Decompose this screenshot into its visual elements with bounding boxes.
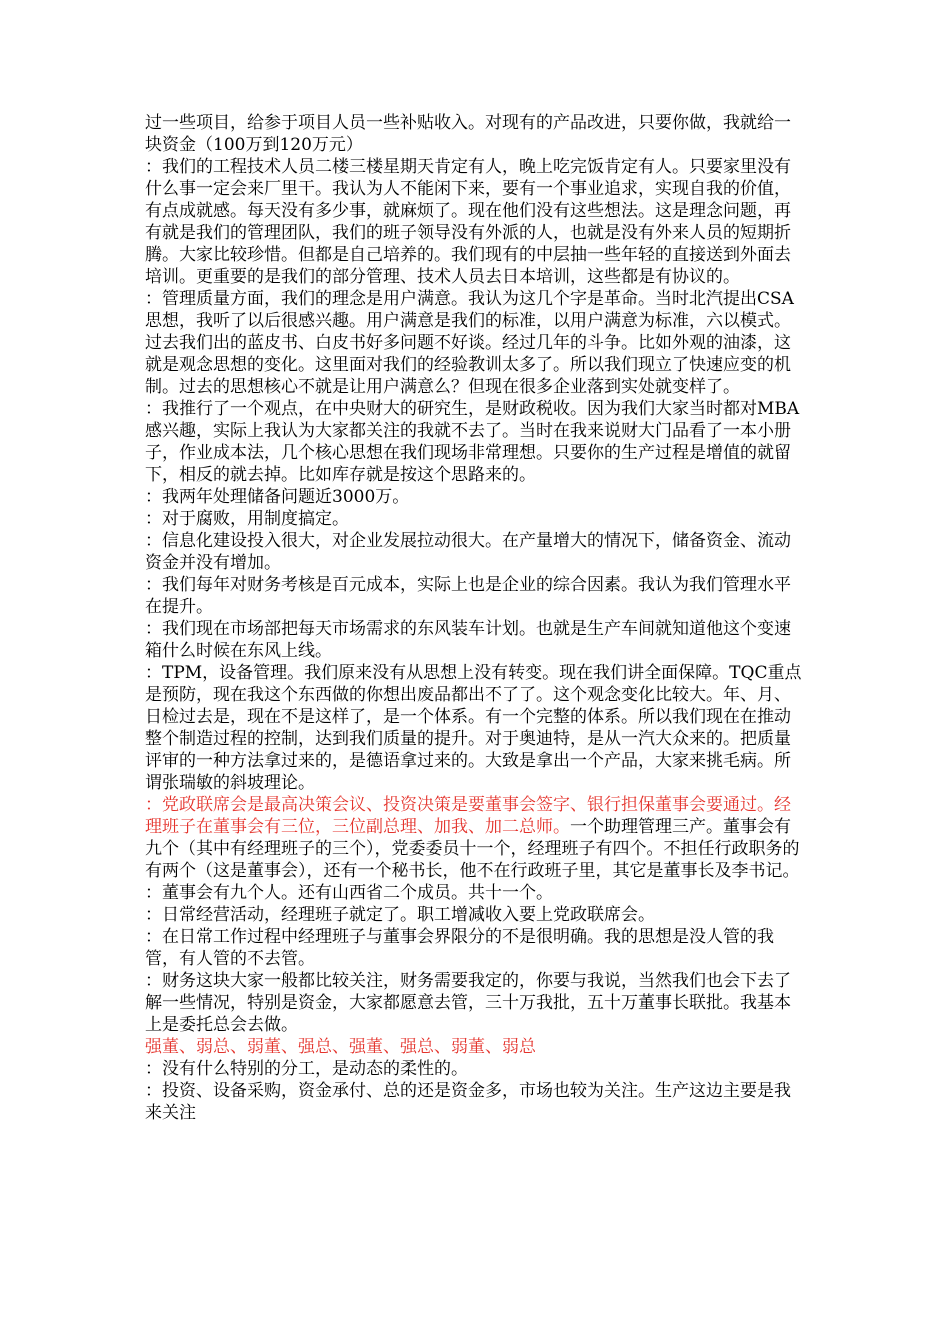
paragraph-strong-weak-matrix: [145, 1036, 807, 1058]
paragraph-finance-assessment: [145, 574, 807, 618]
text-run: ：我们的工程技术人员二楼三楼星期天肯定有人，晚上吃完饭肯定有人。只要家里没有什么事一定会来厂里干。我认为人不能闲下来，要有一个事业追求，实现自我的价值，有点成就感。每天没有多少事，就麻烦了。现在他们没有这些想法。这是理念问题，再有就是我们的管理团队，我们的班子领导没有外派的人，也就是没有外来人员的短期折腾。大家比较珍惜。但都是自己培养的。我们现有的中层抽一些年轻的直接送到外面去培训。更重要的是我们的部分管理、技术人员去日本培训，这些都是有协议的。: [145, 157, 791, 287]
paragraph-quality-management: [145, 288, 807, 398]
paragraph-responsibility-boundary: [145, 926, 807, 970]
paragraph-engineering-staff: [145, 156, 807, 288]
text-run: ：投资、设备采购，资金承付、总的还是资金多，市场也较为关注。生产这边主要是我来关注: [145, 1081, 791, 1123]
paragraph-governance-structure: [145, 794, 807, 882]
text-run: ：我两年处理储备问题近3000万。: [145, 487, 410, 507]
paragraph-daily-operations: [145, 904, 807, 926]
paragraph-reserve-handling: [145, 486, 807, 508]
text-run: ：我们现在市场部把每天市场需求的东风装车计划。也就是生产车间就知道他这个变速箱什么时候在东风上线。: [145, 619, 791, 661]
text-run: 过一些项目，给参于项目人员一些补贴收入。对现有的产品改进，只要你做，我就给一块资金（100万到120万元）: [145, 113, 791, 155]
highlighted-text-run: 强董、弱总、弱董、强总、强董、强总、弱董、弱总: [145, 1037, 536, 1057]
text-run: ：对于腐败，用制度搞定。: [145, 509, 349, 529]
text-run: ：TPM，设备管理。我们原来没有从思想上没有转变。现在我们讲全面保障。TQC重点是预防，现在我这个东西做的你想出废品都出不了了。这个观念变化比较大。年、月、日检过去是，现在不是这样了，是一个体系。有一个完整的体系。所以我们现在在推动整个制造过程的控制，达到我们质量的提升。对于奥迪特，是从一汽大众来的。把质量评审的一种方法拿过来的，是德语拿过来的。大致是拿出一个产品，大家来挑毛病。所谓张瑞敏的斜坡理论。: [145, 663, 802, 793]
paragraph-market-plan: [145, 618, 807, 662]
paragraph-board-members: [145, 882, 807, 904]
paragraph-finance-approval: [145, 970, 807, 1036]
paragraph-investment-focus: [145, 1080, 807, 1124]
text-run: ：日常经营活动，经理班子就定了。职工增减收入要上党政联席会。: [145, 905, 655, 925]
text-run: ：没有什么特别的分工，是动态的柔性的。: [145, 1059, 468, 1079]
paragraph-tpm-equipment: [145, 662, 807, 794]
text-run: ：管理质量方面，我们的理念是用户满意。我认为这几个字是革命。当时北汽提出CSA思想，我听了以后很感兴趣。用户满意是我们的标准，以用户满意为标准，六以模式。过去我们出的蓝皮书、白皮书好多问题不好谈。经过几年的斗争。比如外观的油漆，这就是观念思想的变化。这里面对我们的经验教训太多了。所以我们现立了快速应变的机制。过去的思想核心不就是让用户满意么？但现在很多企业落到实处就变样了。: [145, 289, 794, 397]
highlighted-text-run: ：党政联席会是最高决策会议、投资决策是要董事会签字、银行担保董事会要通过。经理班子在董事会有三位，三位副总理、加我、加二总师。: [145, 795, 791, 837]
paragraph-project-subsidy: [145, 112, 807, 156]
text-run: ：财务这块大家一般都比较关注，财务需要我定的，你要与我说，当然我们也会下去了解一些情况，特别是资金，大家都愿意去管，三十万我批，五十万董事长联批。我基本上是委托总会去做。: [145, 971, 791, 1035]
paragraph-activity-costing: [145, 398, 807, 486]
paragraph-informatization: [145, 530, 807, 574]
text-run: ：我推行了一个观点，在中央财大的研究生，是财政税收。因为我们大家当时都对MBA感兴趣，实际上我认为大家都关注的我就不去了。当时在我来说财大门品看了一本小册子，作业成本法，几个核心思想在我们现场非常理想。只要你的生产过程是增值的就留下，相反的就去掉。比如库存就是按这个思路来的。: [145, 399, 800, 485]
paragraph-division-of-labor: [145, 1058, 807, 1080]
text-run: ：董事会有九个人。还有山西省二个成员。共十一个。: [145, 883, 553, 903]
text-run: ：我们每年对财务考核是百元成本，实际上也是企业的综合因素。我认为我们管理水平在提升。: [145, 575, 791, 617]
text-run: ：信息化建设投入很大，对企业发展拉动很大。在产量增大的情况下，储备资金、流动资金并没有增加。: [145, 531, 791, 573]
text-run: 一个助理管理三产。董事会有九个（其中有经理班子的三个），党委委员十一个，经理班子有四个。不担任行政职务的有两个（这是董事会），还有一个秘书长，他不在行政班子里，其它是董事长及李书记。: [145, 817, 800, 881]
paragraph-anti-corruption: [145, 508, 807, 530]
text-run: ：在日常工作过程中经理班子与董事会界限分的不是很明确。我的思想是没人管的我管，有人管的不去管。: [145, 927, 774, 969]
document-body: [145, 112, 807, 1124]
